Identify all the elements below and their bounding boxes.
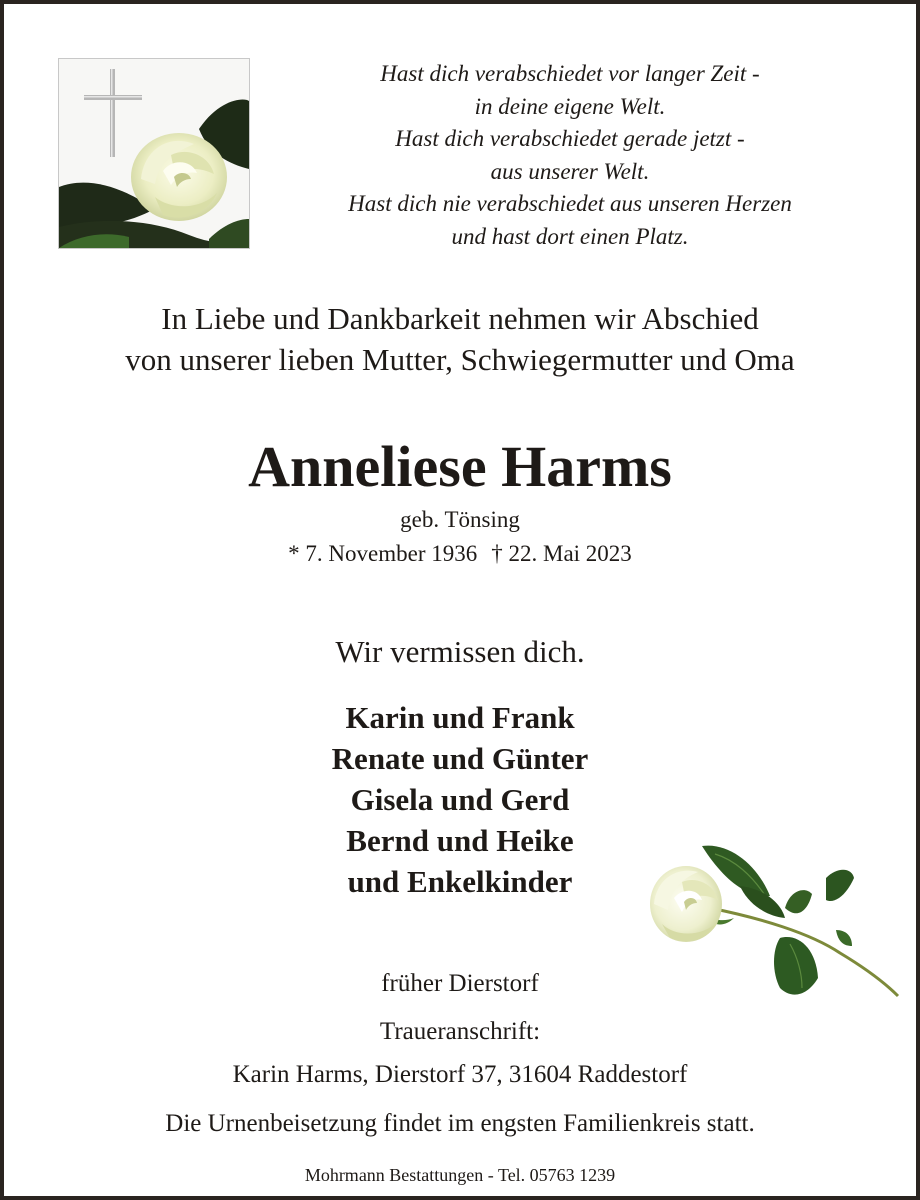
cross-rose-illustration (59, 59, 249, 248)
family-member: Bernd und Heike (346, 823, 574, 858)
address-label: Traueranschrift: (379, 1018, 541, 1045)
poem-line: Hast dich verabschiedet gerade jetzt - (395, 126, 745, 151)
poem-line: und hast dort einen Platz. (451, 223, 689, 249)
family-member: Gisela und Gerd (350, 782, 570, 817)
deceased-name: Anneliese Harms (248, 434, 672, 499)
poem-line: in deine eigene Welt. (474, 93, 666, 119)
poem-line: Hast dich nie verabschiedet aus unseren Herzen (348, 191, 792, 216)
death-date: † 22. Mai 2023 (491, 541, 632, 566)
family-member: und Enkelkinder (347, 864, 573, 899)
cross-and-rose-image (58, 58, 250, 249)
mourning-address: Karin Harms, Dierstorf 37, 31604 Raddestorf (232, 1061, 688, 1088)
life-dates (0, 538, 920, 570)
family-member: Karin und Frank (345, 700, 575, 735)
rose-icon (650, 866, 722, 942)
intro-line-2: von unserer lieben Mutter, Schwiegermutter und Oma (125, 342, 795, 377)
intro-text (0, 298, 920, 380)
birth-date: * 7. November 1936 (288, 541, 478, 566)
poem-line: Hast dich verabschiedet vor langer Zeit - (380, 61, 760, 86)
family-member: Renate und Günter (331, 741, 589, 776)
undertaker-info: Mohrmann Bestattungen - Tel. 05763 1239 (304, 1165, 616, 1185)
formerly-text: früher Dierstorf (381, 970, 539, 997)
burial-notice: Die Urnenbeisetzung findet im engsten Familienkreis statt. (165, 1110, 755, 1137)
intro-line-1: In Liebe und Dankbarkeit nehmen wir Abschied (161, 301, 759, 336)
poem-line: aus unserer Welt. (490, 158, 650, 184)
poem (270, 58, 870, 253)
miss-text: Wir vermissen dich. (335, 634, 585, 669)
birth-name: geb. Tönsing (400, 507, 520, 532)
rose-icon (131, 133, 227, 221)
